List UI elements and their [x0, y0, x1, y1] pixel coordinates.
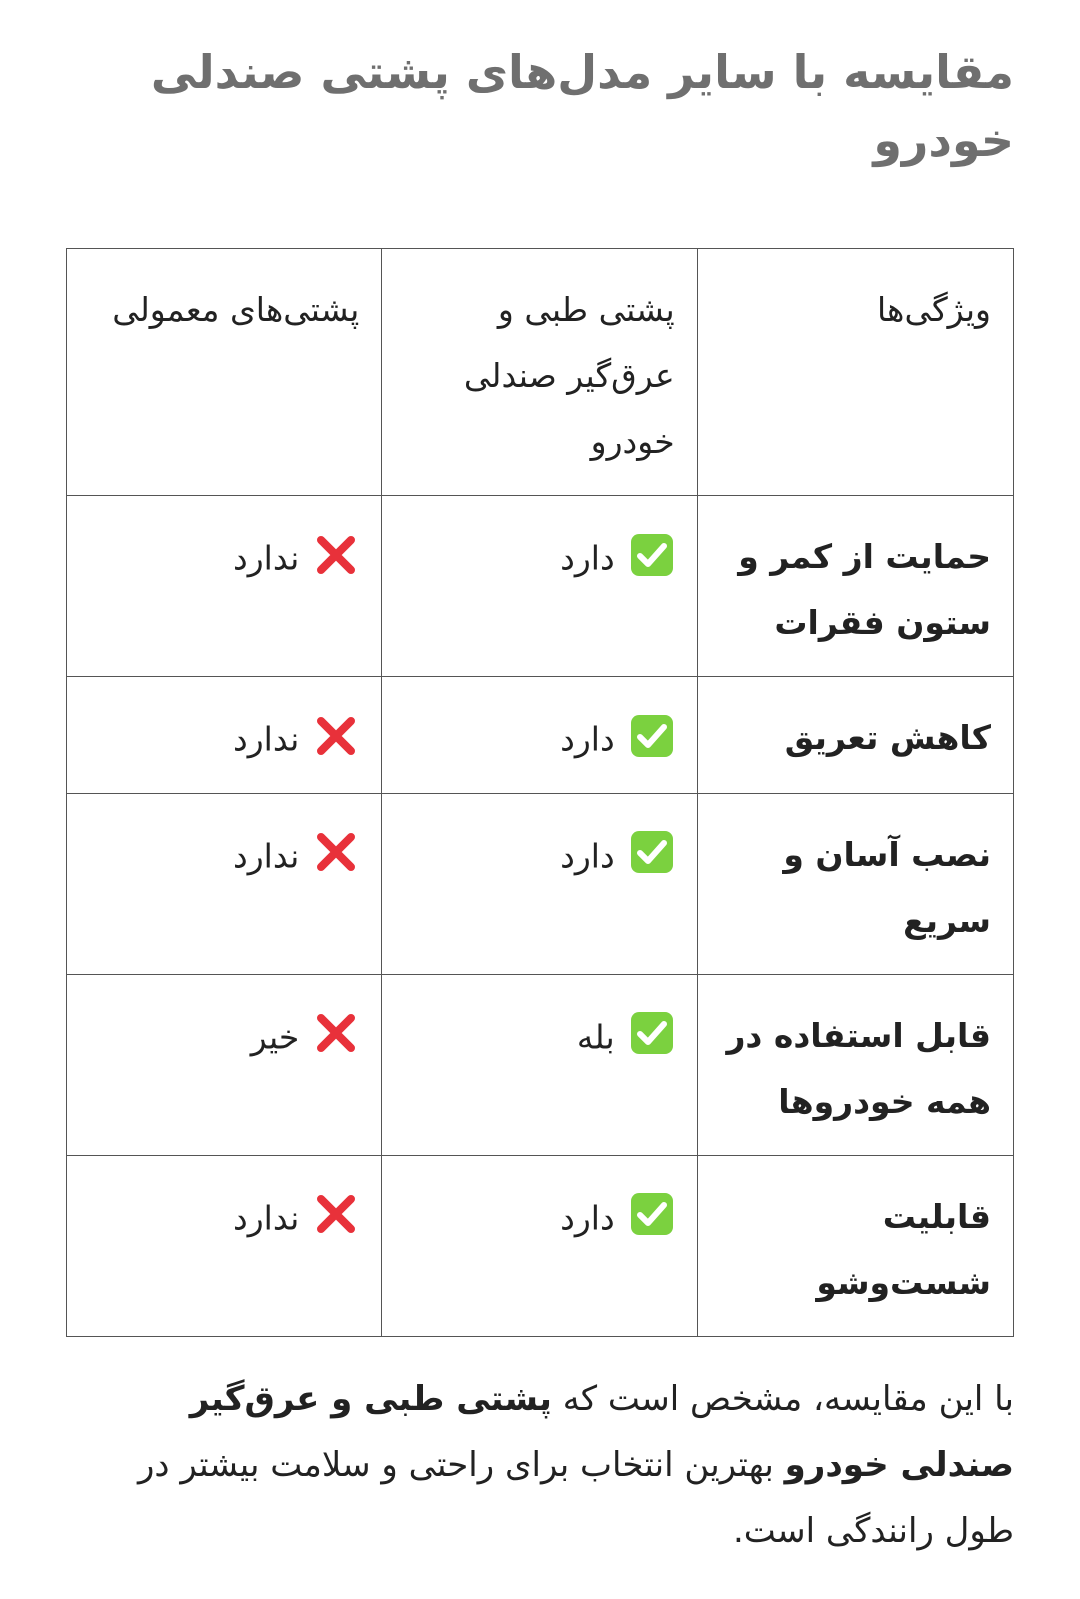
check-icon: [629, 713, 675, 759]
table-row: [67, 677, 1014, 794]
regular-value: ندارد: [233, 719, 300, 759]
feature-cell: قابلیت شست‌وشو: [697, 1155, 1013, 1336]
cross-icon: [313, 1010, 359, 1056]
conclusion-product-name: پشتی طبی و عرق‌گیر صندلی خودرو: [189, 1379, 1014, 1485]
regular-cell: [67, 1155, 382, 1336]
header-medical: پشتی طبی و عرق‌گیر صندلی خودرو: [382, 249, 697, 496]
medical-cell: [382, 677, 697, 794]
table-row: [67, 1155, 1014, 1336]
table-header-row: [67, 249, 1014, 496]
check-icon: [629, 1191, 675, 1237]
regular-cell: [67, 793, 382, 974]
medical-value: دارد: [560, 719, 615, 759]
conclusion-text-end: بهترین انتخاب برای راحتی و سلامت بیشتر در طول رانندگی است.: [138, 1445, 1014, 1551]
comparison-table: [66, 248, 1014, 1337]
feature-cell: کاهش تعریق: [697, 677, 1013, 794]
check-icon: [629, 829, 675, 875]
regular-cell: [67, 677, 382, 794]
feature-cell: حمایت از کمر و ستون فقرات: [697, 496, 1013, 677]
medical-cell: [382, 496, 697, 677]
cross-icon: [313, 713, 359, 759]
conclusion-paragraph: [66, 1366, 1014, 1564]
cross-icon: [313, 532, 359, 578]
regular-value: ندارد: [233, 1198, 300, 1237]
regular-value: خیر: [250, 1017, 300, 1056]
medical-cell: [382, 974, 697, 1155]
section-title: مقایسه با سایر مدل‌های پشتی صندلی خودرو: [150, 45, 1014, 167]
medical-value: دارد: [560, 836, 615, 875]
medical-value: دارد: [560, 1198, 615, 1237]
medical-cell: [382, 793, 697, 974]
table-row: [67, 496, 1014, 677]
table-row: [67, 793, 1014, 974]
medical-cell: [382, 1155, 697, 1336]
cross-icon: [313, 829, 359, 875]
regular-cell: [67, 496, 382, 677]
medical-value: دارد: [560, 538, 615, 578]
regular-value: ندارد: [233, 538, 300, 578]
regular-value: ندارد: [233, 836, 300, 875]
conclusion-text-start: با این مقایسه، مشخص است که: [551, 1379, 1014, 1419]
feature-cell: نصب آسان و سریع: [697, 793, 1013, 974]
table-row: [67, 974, 1014, 1155]
header-regular: پشتی‌های معمولی: [67, 249, 382, 496]
check-icon: [629, 1010, 675, 1056]
cross-icon: [313, 1191, 359, 1237]
feature-cell: قابل استفاده در همه خودروها: [697, 974, 1013, 1155]
header-features: ویژگی‌ها: [697, 249, 1013, 496]
check-icon: [629, 532, 675, 578]
regular-cell: [67, 974, 382, 1155]
medical-value: بله: [576, 1017, 615, 1056]
